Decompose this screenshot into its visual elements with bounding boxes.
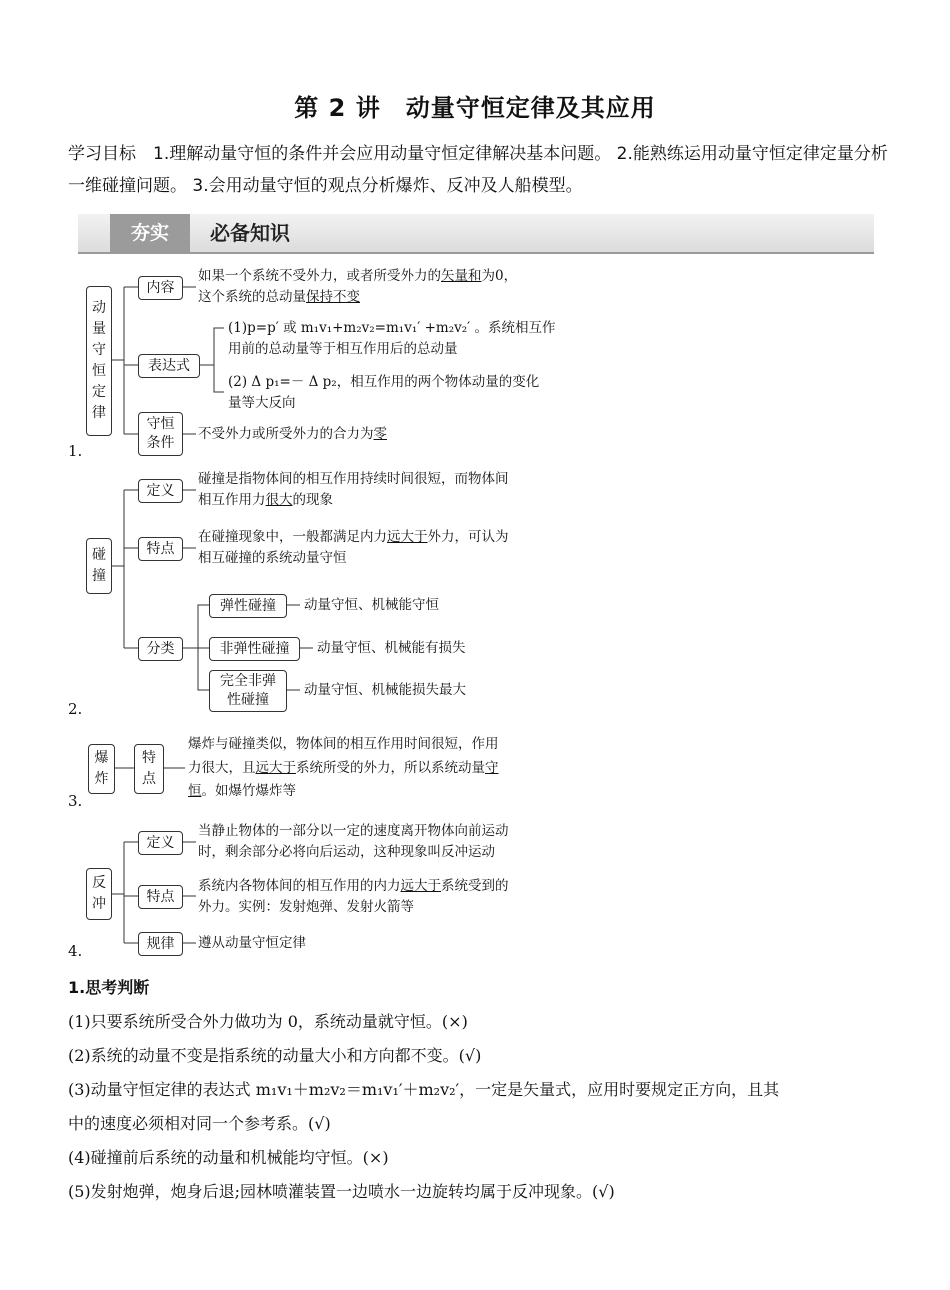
perfectly-inelastic-label: 完全非弹	[220, 673, 276, 689]
feature-char: 点	[142, 771, 156, 787]
explosion-feature-box	[134, 744, 164, 794]
learning-goals: 学习目标 1.理解动量守恒的条件并会应用动量守恒定律解决基本问题。 2.能熟练运用动量守恒定律定量分析一维碰撞问题。 3.会用动量守恒的观点分析爆炸、反冲及人船模型。	[68, 144, 888, 196]
question-5: (5)发射炮弹，炮身后退;园林喷灌装置一边喷水一边旋转均属于反冲现象。(√)	[68, 1182, 615, 1201]
inelastic-collision-text: 动量守恒、机械能有损失	[317, 640, 466, 656]
content-box: 内容	[138, 276, 183, 300]
question-3-line-1: (3)动量守恒定律的表达式 m₁v₁＋m₂v₂＝m₁v₁′＋m₂v₂′，一定是矢量式，应用时要规定正方向，且其	[68, 1080, 780, 1099]
perfectly-inelastic-text: 动量守恒、机械能损失最大	[304, 682, 466, 698]
condition-box	[138, 412, 183, 456]
perfectly-inelastic-label: 性碰撞	[227, 692, 269, 708]
expression-box: 表达式	[138, 354, 200, 378]
recoil-definition-text: 当静止物体的一部分以一定的速度离开物体向前运动 时，剩余部分必将向后运动，这种现象叫反冲运动	[198, 823, 509, 860]
definition-text: 碰撞是指物体间的相互作用持续时间很短，而物体间 相互作用力很大的现象	[198, 471, 509, 508]
classification-box: 分类	[138, 637, 183, 661]
root-char: 撞	[92, 568, 106, 584]
root-char: 炸	[94, 771, 109, 787]
banner-title: 必备知识	[210, 221, 290, 245]
recoil-feature-box: 特点	[138, 885, 183, 909]
root-char: 量	[92, 321, 106, 337]
question-3	[68, 1073, 888, 1141]
banner-tag: 夯实	[110, 214, 190, 252]
root-char: 反	[92, 875, 106, 891]
expression-1-text: (1)p=p′ 或 m₁v₁+m₂v₂=m₁v₁′ +m₂v₂′ 。系统相互作 用前的总动量等于相互作用后的总动量	[228, 320, 556, 357]
condition-label: 守恒	[146, 416, 175, 432]
question-3-line-2: 中的速度必须相对同一个参考系。(√)	[68, 1114, 331, 1133]
recoil-feature-text: 系统内各物体间的相互作用的内力远大于系统受到的 外力。实例：发射炮弹、发射火箭等	[198, 878, 509, 915]
definition-box: 定义	[138, 479, 183, 503]
momentum-conservation-root	[86, 286, 112, 436]
feature-text: 在碰撞现象中，一般都满足内力远大于外力，可认为 相互碰撞的系统动量守恒	[198, 529, 509, 566]
recoil-law-box: 规律	[138, 932, 183, 956]
root-char: 动	[92, 300, 106, 316]
inelastic-collision-box: 非弹性碰撞	[209, 637, 300, 661]
root-char: 碰	[92, 547, 106, 563]
diagram-4-number: 4.	[68, 942, 83, 960]
root-char: 律	[92, 405, 106, 421]
explosion-root	[88, 744, 115, 794]
content-text: 如果一个系统不受外力，或者所受外力的矢量和为0， 这个系统的总动量保持不变	[198, 268, 518, 305]
root-char: 冲	[92, 896, 106, 912]
recoil-root	[86, 868, 112, 920]
root-char: 守	[92, 342, 106, 358]
expression-2-text: (2) Δ p₁=－ Δ p₂，相互作用的两个物体动量的变化 量等大反向	[228, 374, 540, 411]
question-heading: 1.思考判断	[68, 978, 150, 997]
condition-text: 不受外力或所受外力的合力为零	[198, 426, 387, 442]
diagram-1-number: 1.	[68, 442, 83, 460]
elastic-collision-box: 弹性碰撞	[209, 594, 287, 618]
page-title: 第 2 讲 动量守恒定律及其应用	[294, 94, 656, 122]
elastic-collision-text: 动量守恒、机械能守恒	[304, 597, 439, 613]
root-char: 爆	[94, 750, 109, 766]
recoil-law-text: 遵从动量守恒定律	[198, 935, 306, 951]
root-char: 恒	[92, 363, 106, 379]
explosion-text: 爆炸与碰撞类似，物体间的相互作用时间很短，作用 力很大，且远大于系统所受的外力，所以系统动量守 恒。如爆竹爆炸等	[188, 736, 499, 799]
feature-box: 特点	[138, 537, 183, 561]
feature-char: 特	[142, 750, 156, 766]
condition-label: 条件	[146, 435, 175, 451]
collision-root	[86, 538, 112, 594]
question-2: (2)系统的动量不变是指系统的动量大小和方向都不变。(√)	[68, 1046, 482, 1065]
diagram-3-number: 3.	[68, 792, 83, 810]
question-4: (4)碰撞前后系统的动量和机械能均守恒。(×)	[68, 1148, 389, 1167]
diagram-2-number: 2.	[68, 700, 83, 718]
perfectly-inelastic-box	[209, 670, 287, 712]
question-1: (1)只要系统所受合外力做功为 0，系统动量就守恒。(×)	[68, 1012, 468, 1031]
root-char: 定	[92, 384, 106, 400]
recoil-definition-box: 定义	[138, 831, 183, 855]
